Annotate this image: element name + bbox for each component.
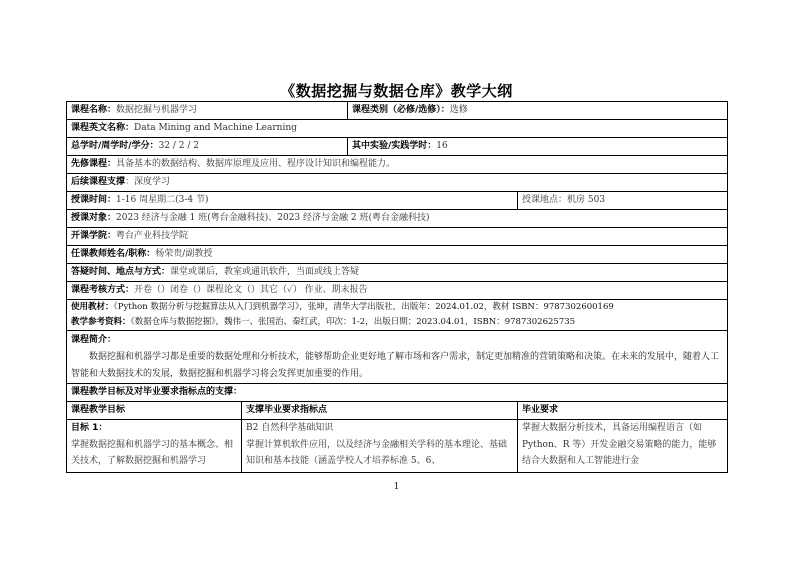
course-name-cell — [67, 102, 348, 120]
qa-label: 答疑时间、地点与方式： — [71, 267, 171, 277]
course-en-name-value: Data Mining and Machine Learning — [134, 123, 297, 133]
objectives-section-cell — [67, 384, 728, 402]
requirement-text: 掌握大数据分析技术，具备运用编程语言（如 Python、R 等）开发金融交易策略的能力，能够结合大数据和人工智能进行金 — [522, 423, 717, 466]
lab-hours-value: 16 — [436, 141, 448, 151]
assessment-label: 课程考核方式： — [71, 285, 135, 295]
audience-cell — [67, 210, 728, 228]
course-en-name-cell — [67, 120, 728, 138]
indicator-text: 掌握计算机软件应用，以及经济与金融相关学科的基本理论、基础知识和基本技能（涵盖学校人才培养标准 5、6、 — [246, 439, 508, 466]
lab-hours-label: 其中实验/实践学时： — [352, 141, 437, 151]
references-value: 《数据仓库与数据挖掘》，魏伟一、张国治、秦红武，印次：1-2，出版日期：2023.04.01，ISBN：9787302625735 — [130, 317, 576, 327]
lab-hours-cell — [348, 138, 728, 156]
follow-up-cell — [67, 174, 728, 192]
intro-text: 数据挖掘和机器学习都是重要的数据处理和分析技术，能够帮助企业更好地了解市场和客户需求，制定更加精准的营销策略和决策。在未来的发展中，随着人工智能和大数据技术的发展，数据挖掘和机器学习将会发挥更加重要的作用。 — [71, 352, 720, 379]
teacher-label: 任课教师姓名/职称： — [71, 249, 156, 259]
goal-cell — [67, 420, 242, 473]
row-follow-up — [67, 174, 728, 192]
qa-cell — [67, 264, 728, 282]
row-materials — [67, 300, 728, 331]
row-objectives-section — [67, 384, 728, 402]
hours-label: 总学时/周学时/学分： — [71, 141, 159, 151]
intro-cell — [67, 331, 728, 384]
goal-text: 掌握数据挖掘和机器学习的基本概念、相关技术，了解数据挖掘和机器学习 — [71, 439, 234, 466]
row-objectives-header — [67, 402, 728, 420]
references-line — [71, 315, 723, 330]
location-value: 机房 503 — [567, 195, 606, 205]
course-type-value: 选修 — [449, 105, 468, 115]
header-goal — [67, 402, 242, 420]
course-name-value: 数据挖掘与机器学习 — [116, 105, 198, 115]
row-course-en-name — [67, 120, 728, 138]
requirement-cell — [518, 420, 728, 473]
indicator-title: B2 自然科学基础知识 — [246, 423, 334, 433]
textbook-value: 《Python 数据分析与挖掘算法从入门到机器学习》，张坤，清华大学出版社，出版年：2024.01.02，教材 ISBN：9787302600169 — [113, 302, 614, 312]
schedule-value: 1-16 周星期二(3-4 节) — [116, 195, 209, 205]
page-number: 1 — [393, 482, 400, 492]
schedule-cell — [67, 192, 518, 210]
assessment-value: 开卷（）闭卷（）课程论文（）其它（✓） 作业、期末报告 — [134, 285, 368, 295]
row-prerequisites — [67, 156, 728, 174]
hours-value: 32 / 2 / 2 — [158, 141, 199, 151]
row-hours — [67, 138, 728, 156]
row-assessment — [67, 282, 728, 300]
schedule-label: 授课时间： — [71, 195, 117, 205]
materials-cell — [67, 300, 728, 331]
course-name-label: 课程名称： — [71, 105, 117, 115]
college-cell — [67, 228, 728, 246]
college-value: 粤台产业科技学院 — [116, 231, 189, 241]
document-title: 《数据挖掘与数据仓库》教学大纲 — [280, 82, 513, 100]
course-en-name-label: 课程英文名称： — [71, 123, 135, 133]
textbook-label: 使用教材： — [71, 302, 114, 312]
teacher-value: 杨荣贵/副教授 — [155, 249, 213, 259]
follow-up-label: 后续课程支撑 — [71, 177, 126, 187]
prerequisites-cell — [67, 156, 728, 174]
college-label: 开课学院： — [71, 231, 117, 241]
row-course-name — [67, 102, 728, 120]
location-cell — [518, 192, 728, 210]
header-indicator — [242, 402, 518, 420]
course-type-cell — [348, 102, 728, 120]
row-schedule — [67, 192, 728, 210]
indicator-cell — [242, 420, 518, 473]
syllabus-table-main — [66, 101, 728, 473]
row-audience — [67, 210, 728, 228]
prerequisites-value: 具备基本的数据结构、数据库原理及应用、程序设计知识和编程能力。 — [116, 159, 396, 169]
hours-cell — [67, 138, 348, 156]
assessment-cell — [67, 282, 728, 300]
audience-value: 2023 经济与金融 1 班(粤台金融科技)、2023 经济与金融 2 班(粤台金融科技) — [116, 213, 430, 223]
row-intro — [67, 331, 728, 384]
audience-label: 授课对象： — [71, 213, 117, 223]
header-requirement — [518, 402, 728, 420]
header-requirement-label: 毕业要求 — [522, 405, 559, 415]
objectives-section-label: 课程教学目标及对毕业要求指标点的支撑： — [71, 387, 243, 397]
header-indicator-label: 支撑毕业要求指标点 — [246, 405, 328, 415]
header-goal-label: 课程教学目标 — [71, 405, 126, 415]
textbook-line — [71, 300, 723, 315]
teacher-cell — [67, 246, 728, 264]
row-college — [67, 228, 728, 246]
table-row — [67, 420, 728, 473]
references-label: 教学参考资料： — [71, 317, 131, 327]
intro-label: 课程简介： — [71, 335, 117, 345]
follow-up-value: ：深度学习 — [125, 177, 171, 187]
prerequisites-label: 先修课程： — [71, 159, 117, 169]
row-teacher — [67, 246, 728, 264]
goal-title: 目标 1： — [71, 423, 108, 433]
location-label: 授课地点： — [522, 195, 568, 205]
qa-value: 课堂或课后，教室或通讯软件，当面或线上答疑 — [170, 267, 360, 277]
row-qa — [67, 264, 728, 282]
course-type-label: 课程类别（必修/选修）： — [352, 105, 450, 115]
